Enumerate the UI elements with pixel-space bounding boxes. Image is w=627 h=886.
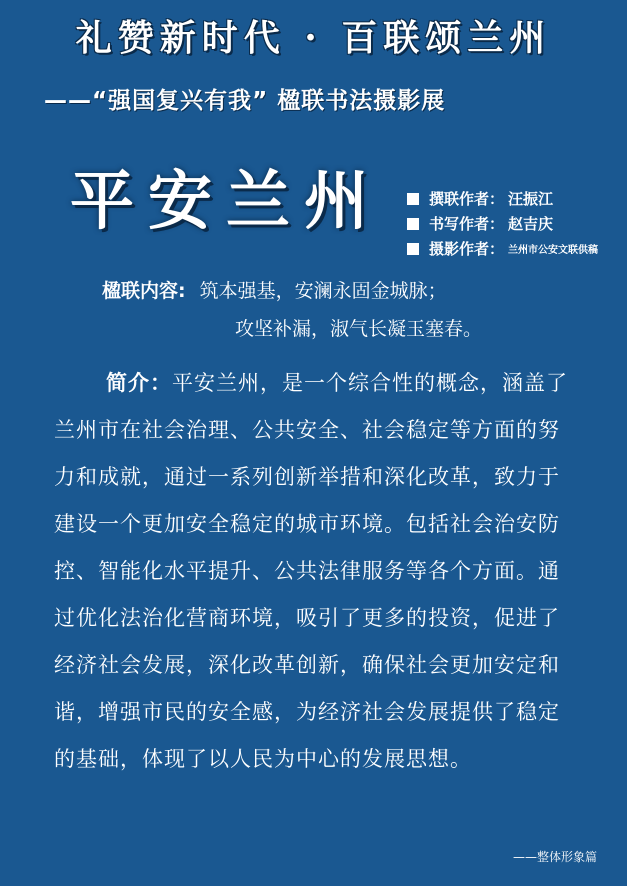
couplet-label: 楹联内容:: [102, 280, 186, 302]
introduction-paragraph: [54, 360, 578, 783]
intro-label: 简介：: [106, 371, 172, 395]
credits-list: [407, 186, 598, 261]
square-bullet-icon: [407, 193, 419, 205]
page-title: 平安兰州: [70, 164, 382, 239]
credit-label: 摄影作者：: [429, 240, 505, 258]
square-bullet-icon: [407, 243, 419, 255]
couplet-line-1: [102, 276, 482, 314]
credit-row-couplet-author: [407, 186, 598, 211]
credit-label: 书写作者：: [429, 215, 505, 233]
couplet-block: [102, 276, 482, 352]
intro-text: 平安兰州，是一个综合性的概念，涵盖了兰州市在社会治理、公共安全、社会稳定等方面的努力和成就，通过一系列创新举措和深化改革，致力于建设一个更加安全稳定的城市环境。包括社会治安防控、智能化水平提升、公共法律服务等各个方面。通过优化法治化营商环境，吸引了更多的投资，促进了经济社会发展，深化改革创新，确保社会更加安定和谐，增强市民的安全感，为经济社会发展提供了稳定的基础，体现了以人民为中心的发展思想。: [54, 371, 568, 771]
credit-row-photographer: [407, 236, 598, 261]
couplet-line-2: [102, 314, 482, 352]
credit-label: 撰联作者：: [429, 190, 505, 208]
credit-row-calligrapher: [407, 211, 598, 236]
subheadline: ——“强国复兴有我” 楹联书法摄影展: [44, 88, 446, 114]
headline: 礼赞新时代 · 百联颂兰州: [75, 17, 552, 59]
square-bullet-icon: [407, 218, 419, 230]
series-note: ——整体形象篇: [512, 850, 597, 864]
couplet-second-line: 攻坚补漏，淑气长凝玉塞春。: [235, 318, 483, 340]
credit-value: 汪振江: [508, 190, 554, 208]
credit-value: 赵吉庆: [508, 215, 554, 233]
couplet-first-line: 筑本强基，安澜永固金城脉；: [199, 280, 447, 302]
credit-value: 兰州市公安文联供稿: [508, 245, 599, 256]
